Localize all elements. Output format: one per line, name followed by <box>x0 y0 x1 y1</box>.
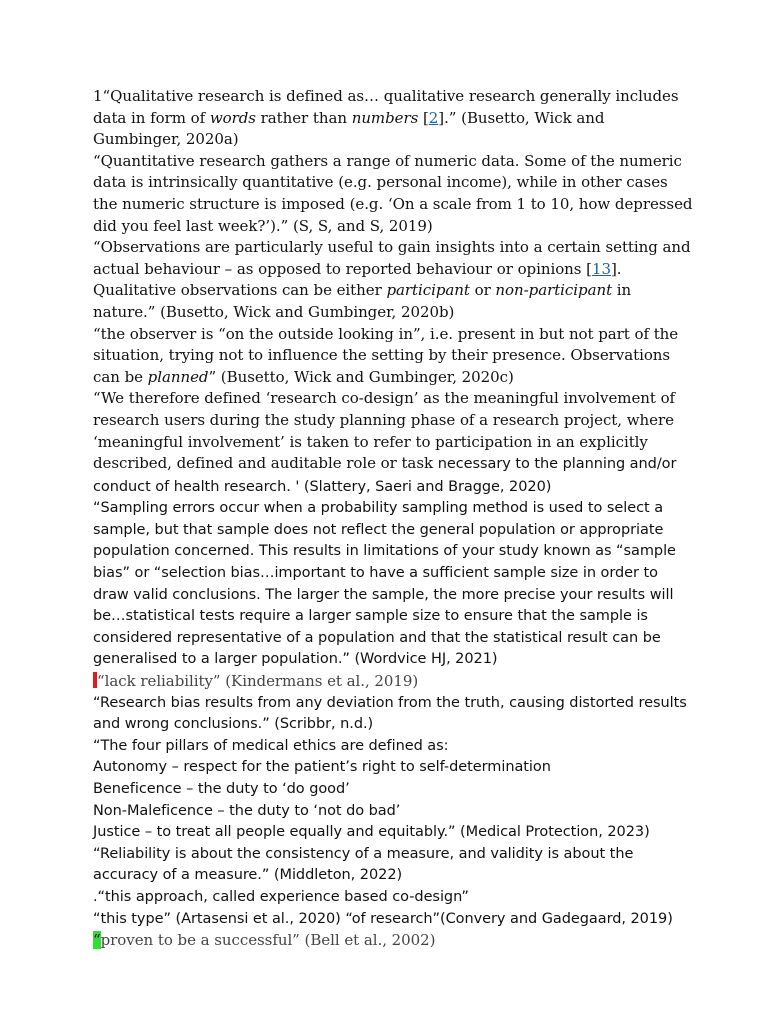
paragraph-lack-reliability: “lack reliability” (Kindermans et al., 2019) <box>93 671 693 693</box>
emphasis-participant: participant <box>386 281 470 300</box>
paragraph-research-bias: “Research bias results from any deviation from the truth, causing distorted results and wrong conclusions.” (Scribbr, n.d.) <box>93 694 687 733</box>
paragraph-proven-successful: “proven to be a successful” (Bell et al., 2002) <box>93 931 436 950</box>
paragraph-observer: “the observer is “on the outside looking in”, i.e. present in but not part of the situation, trying not to influence the setting by their presence. Observations can be planned” (Busetto, Wick and Gumbinger, 2020c) <box>93 324 679 386</box>
paragraph-four-pillars: “The four pillars of medical ethics are defined as: <box>93 737 449 754</box>
paragraph-reliability-validity: “Reliability is about the consistency of a measure, and validity is about the accuracy of a measure.” (Middleton, 2022) <box>93 845 634 884</box>
paragraph-qualitative-definition: 1“Qualitative research is defined as… qualitative research generally includes data in form of words rather than numbers [2].” (Busetto, Wick and Gumbinger, 2020a) <box>93 87 679 149</box>
pillar-non-maleficence: Non-Maleficence – the duty to ‘not do bad’ <box>93 802 401 819</box>
paragraph-co-design: “We therefore defined ‘research co-design’ as the meaningful involvement of research users during the study planning phase of a research project, where ‘meaningful involvement’ is taken to refer to participation in an explicitly described, defined and auditable role or task necessary to the planning and/or conduct of health research. ' (Slattery, Saeri and Bragge, 2020) <box>93 389 677 495</box>
emphasis-numbers: numbers <box>351 108 419 127</box>
paragraph-sampling-errors: “Sampling errors occur when a probability sampling method is used to select a sample, but that sample does not reflect the general population or appropriate population concerned. This results in limitations of your study known as “sample bias” or “selection bias…important to have a sufficient sample size in order to draw valid conclusions. The larger the sample, the more precise your results will be…statistical tests require a larger sample size to ensure that the sample is considered representative of a population and that the statistical result can be generalised to a larger population.” (Wordvice HJ, 2021) <box>93 500 676 668</box>
pillar-justice: Justice – to treat all people equally and equitably.” (Medical Protection, 2023) <box>93 824 650 841</box>
green-highlight: “ <box>93 931 101 950</box>
pillar-beneficence: Beneficence – the duty to ‘do good’ <box>93 781 350 797</box>
paragraph-this-type: “this type” (Artasensi et al., 2020) “of research”(Convery and Gadegaard, 2019) <box>93 910 673 927</box>
emphasis-words: words <box>209 108 256 127</box>
pillar-autonomy: Autonomy – respect for the patient’s right to self-determination <box>93 759 551 776</box>
emphasis-planned: planned <box>147 367 209 386</box>
paragraph-experience-based-co-design: .“this approach, called experience based co-design” <box>93 888 469 905</box>
footnote-number: 1 <box>93 87 103 105</box>
document-body <box>93 86 693 952</box>
paragraph-quantitative-definition: “Quantitative research gathers a range of numeric data. Some of the numeric data is intrinsically quantitative (e.g. personal income), while in other cases the numeric structure is imposed (e.g. ‘On a scale from 1 to 10, how depressed did you feel last week?’).” (S, S, and S, 2019) <box>93 151 693 235</box>
co-design-tail: necessary to the planning and/or conduct of health research. ' (Slattery, Saeri and Bragge, 2020) <box>93 456 677 495</box>
paragraph-observations: “Observations are particularly useful to gain insights into a certain setting and actual behaviour – as opposed to reported behaviour or opinions [13]. Qualitative observations can be either participant or non-participant in nature.” (Busetto, Wick and Gumbinger, 2020b) <box>93 238 691 321</box>
reference-link-2[interactable]: 2 <box>428 108 439 127</box>
emphasis-non-participant: non-participant <box>495 281 613 300</box>
reference-link-13[interactable]: 13 <box>591 259 611 278</box>
